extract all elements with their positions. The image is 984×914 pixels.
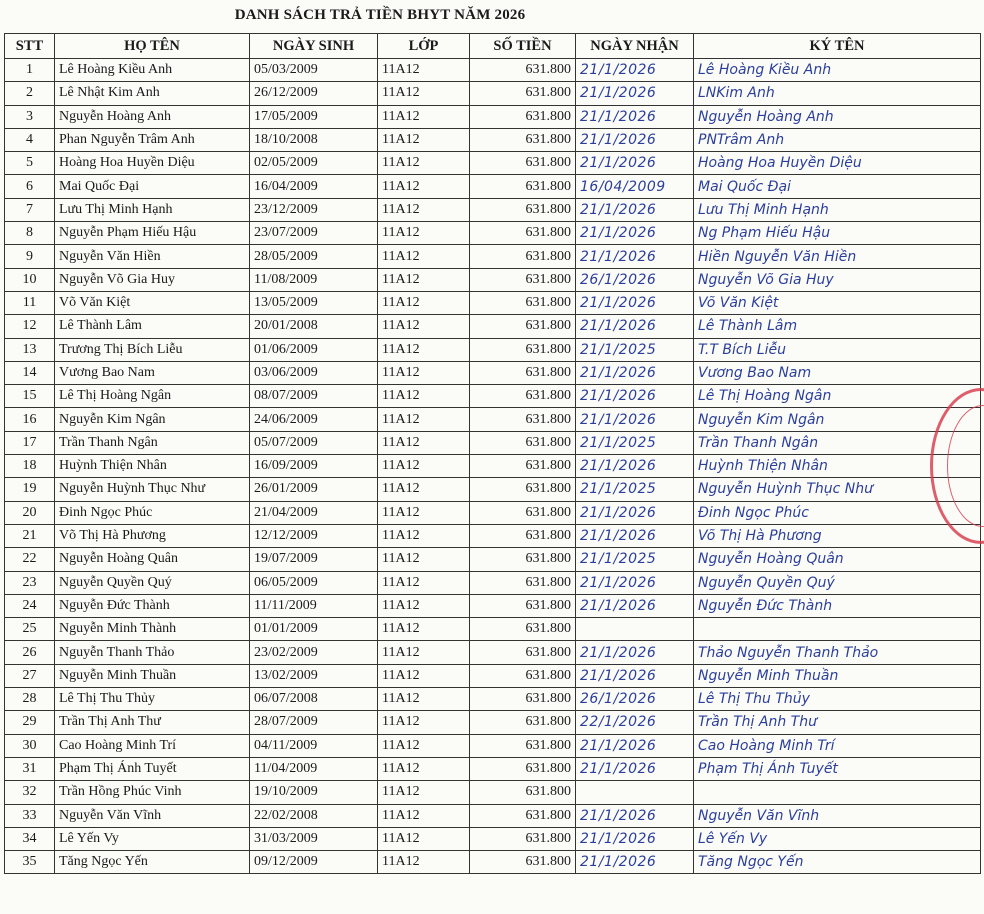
row-dob: 17/05/2009 xyxy=(250,105,378,128)
row-signature xyxy=(694,781,981,804)
row-signature: Võ Văn Kiệt xyxy=(694,291,981,314)
table-row xyxy=(5,594,981,617)
table-row xyxy=(5,128,981,151)
row-stt: 35 xyxy=(5,851,55,874)
row-amount: 631.800 xyxy=(470,571,576,594)
table-body xyxy=(5,59,981,874)
document-title: DANH SÁCH TRẢ TIỀN BHYT NĂM 2026 xyxy=(234,7,526,23)
table-row xyxy=(5,688,981,711)
row-received-date: 21/1/2026 xyxy=(576,198,694,221)
row-class: 11A12 xyxy=(378,152,470,175)
row-amount: 631.800 xyxy=(470,618,576,641)
row-stt: 31 xyxy=(5,757,55,780)
header-class: LỚP xyxy=(378,34,470,59)
row-stt: 34 xyxy=(5,827,55,850)
row-class: 11A12 xyxy=(378,781,470,804)
table-row xyxy=(5,711,981,734)
row-received-date: 21/1/2025 xyxy=(576,478,694,501)
row-class: 11A12 xyxy=(378,594,470,617)
row-class: 11A12 xyxy=(378,641,470,664)
row-stt: 5 xyxy=(5,152,55,175)
row-signature: Thảo Nguyễn Thanh Thảo xyxy=(694,641,981,664)
row-dob: 01/06/2009 xyxy=(250,338,378,361)
row-stt: 33 xyxy=(5,804,55,827)
header-signature: KÝ TÊN xyxy=(694,34,981,59)
row-signature: Lê Yến Vy xyxy=(694,827,981,850)
row-name: Võ Văn Kiệt xyxy=(55,291,250,314)
row-dob: 18/10/2008 xyxy=(250,128,378,151)
row-signature: Lê Hoàng Kiều Anh xyxy=(694,59,981,82)
row-class: 11A12 xyxy=(378,711,470,734)
row-signature: Ng Phạm Hiếu Hậu xyxy=(694,222,981,245)
row-class: 11A12 xyxy=(378,198,470,221)
row-amount: 631.800 xyxy=(470,641,576,664)
row-signature: PNTrâm Anh xyxy=(694,128,981,151)
row-signature: Cao Hoàng Minh Trí xyxy=(694,734,981,757)
row-received-date: 21/1/2026 xyxy=(576,851,694,874)
row-signature: Đinh Ngọc Phúc xyxy=(694,501,981,524)
table-row xyxy=(5,105,981,128)
row-amount: 631.800 xyxy=(470,59,576,82)
row-class: 11A12 xyxy=(378,548,470,571)
row-name: Nguyễn Văn Vĩnh xyxy=(55,804,250,827)
row-stt: 10 xyxy=(5,268,55,291)
row-signature: Vương Bao Nam xyxy=(694,361,981,384)
row-name: Lưu Thị Minh Hạnh xyxy=(55,198,250,221)
row-stt: 4 xyxy=(5,128,55,151)
row-name: Lê Thành Lâm xyxy=(55,315,250,338)
row-received-date: 21/1/2025 xyxy=(576,338,694,361)
row-received-date: 21/1/2026 xyxy=(576,245,694,268)
row-name: Nguyễn Phạm Hiếu Hậu xyxy=(55,222,250,245)
row-stt: 12 xyxy=(5,315,55,338)
table-row xyxy=(5,571,981,594)
row-name: Đinh Ngọc Phúc xyxy=(55,501,250,524)
row-received-date: 21/1/2026 xyxy=(576,315,694,338)
row-amount: 631.800 xyxy=(470,385,576,408)
row-name: Võ Thị Hà Phương xyxy=(55,524,250,547)
row-amount: 631.800 xyxy=(470,175,576,198)
row-received-date: 26/1/2026 xyxy=(576,268,694,291)
row-class: 11A12 xyxy=(378,618,470,641)
row-amount: 631.800 xyxy=(470,105,576,128)
row-stt: 15 xyxy=(5,385,55,408)
table-row xyxy=(5,478,981,501)
row-name: Mai Quốc Đại xyxy=(55,175,250,198)
row-signature: Tăng Ngọc Yến xyxy=(694,851,981,874)
row-dob: 23/02/2009 xyxy=(250,641,378,664)
row-stt: 24 xyxy=(5,594,55,617)
row-signature xyxy=(694,618,981,641)
row-signature: Trần Thị Anh Thư xyxy=(694,711,981,734)
header-dob: NGÀY SINH xyxy=(250,34,378,59)
row-signature: Nguyễn Quyền Quý xyxy=(694,571,981,594)
row-dob: 06/05/2009 xyxy=(250,571,378,594)
table-row xyxy=(5,455,981,478)
table-row xyxy=(5,268,981,291)
row-received-date: 21/1/2025 xyxy=(576,431,694,454)
row-stt: 2 xyxy=(5,82,55,105)
row-signature: T.T Bích Liễu xyxy=(694,338,981,361)
row-amount: 631.800 xyxy=(470,524,576,547)
row-received-date: 21/1/2026 xyxy=(576,641,694,664)
row-class: 11A12 xyxy=(378,851,470,874)
table-header-row xyxy=(5,34,981,59)
row-amount: 631.800 xyxy=(470,291,576,314)
row-signature: Nguyễn Huỳnh Thục Như xyxy=(694,478,981,501)
row-dob: 20/01/2008 xyxy=(250,315,378,338)
row-name: Lê Nhật Kim Anh xyxy=(55,82,250,105)
row-stt: 3 xyxy=(5,105,55,128)
row-stt: 20 xyxy=(5,501,55,524)
row-stt: 8 xyxy=(5,222,55,245)
row-stt: 22 xyxy=(5,548,55,571)
row-class: 11A12 xyxy=(378,804,470,827)
row-received-date xyxy=(576,618,694,641)
row-class: 11A12 xyxy=(378,524,470,547)
table-row xyxy=(5,618,981,641)
row-stt: 18 xyxy=(5,455,55,478)
row-class: 11A12 xyxy=(378,59,470,82)
row-signature: Nguyễn Võ Gia Huy xyxy=(694,268,981,291)
row-dob: 24/06/2009 xyxy=(250,408,378,431)
row-stt: 6 xyxy=(5,175,55,198)
row-dob: 21/04/2009 xyxy=(250,501,378,524)
row-class: 11A12 xyxy=(378,105,470,128)
row-class: 11A12 xyxy=(378,315,470,338)
header-stt: STT xyxy=(5,34,55,59)
row-stt: 7 xyxy=(5,198,55,221)
row-amount: 631.800 xyxy=(470,268,576,291)
table-row xyxy=(5,385,981,408)
row-class: 11A12 xyxy=(378,431,470,454)
table-row xyxy=(5,82,981,105)
row-dob: 23/12/2009 xyxy=(250,198,378,221)
row-signature: Lê Thị Hoàng Ngân xyxy=(694,385,981,408)
table-row xyxy=(5,827,981,850)
row-name: Lê Hoàng Kiều Anh xyxy=(55,59,250,82)
row-name: Phan Nguyễn Trâm Anh xyxy=(55,128,250,151)
row-name: Nguyễn Minh Thành xyxy=(55,618,250,641)
row-name: Hoàng Hoa Huyền Diệu xyxy=(55,152,250,175)
row-amount: 631.800 xyxy=(470,222,576,245)
row-amount: 631.800 xyxy=(470,338,576,361)
table-row xyxy=(5,152,981,175)
row-stt: 19 xyxy=(5,478,55,501)
header-name: HỌ TÊN xyxy=(55,34,250,59)
row-class: 11A12 xyxy=(378,245,470,268)
row-dob: 06/07/2008 xyxy=(250,688,378,711)
row-stt: 21 xyxy=(5,524,55,547)
row-stt: 11 xyxy=(5,291,55,314)
table-row xyxy=(5,245,981,268)
row-stt: 28 xyxy=(5,688,55,711)
table-row xyxy=(5,431,981,454)
table-row xyxy=(5,361,981,384)
row-received-date: 21/1/2026 xyxy=(576,152,694,175)
row-received-date: 21/1/2026 xyxy=(576,291,694,314)
row-class: 11A12 xyxy=(378,268,470,291)
table-row xyxy=(5,524,981,547)
row-class: 11A12 xyxy=(378,571,470,594)
row-class: 11A12 xyxy=(378,291,470,314)
row-stt: 9 xyxy=(5,245,55,268)
row-signature: Nguyễn Đức Thành xyxy=(694,594,981,617)
row-amount: 631.800 xyxy=(470,804,576,827)
row-amount: 631.800 xyxy=(470,478,576,501)
row-dob: 28/07/2009 xyxy=(250,711,378,734)
row-dob: 16/09/2009 xyxy=(250,455,378,478)
row-class: 11A12 xyxy=(378,501,470,524)
row-class: 11A12 xyxy=(378,408,470,431)
row-dob: 01/01/2009 xyxy=(250,618,378,641)
row-received-date: 21/1/2026 xyxy=(576,664,694,687)
row-amount: 631.800 xyxy=(470,128,576,151)
row-received-date: 21/1/2026 xyxy=(576,501,694,524)
row-dob: 19/10/2009 xyxy=(250,781,378,804)
row-received-date: 21/1/2026 xyxy=(576,128,694,151)
row-name: Trần Thanh Ngân xyxy=(55,431,250,454)
row-signature: Lê Thành Lâm xyxy=(694,315,981,338)
row-signature: Nguyễn Hoàng Quân xyxy=(694,548,981,571)
row-dob: 22/02/2008 xyxy=(250,804,378,827)
row-stt: 23 xyxy=(5,571,55,594)
row-received-date: 21/1/2026 xyxy=(576,594,694,617)
row-received-date: 21/1/2026 xyxy=(576,455,694,478)
row-amount: 631.800 xyxy=(470,408,576,431)
table-row xyxy=(5,501,981,524)
row-class: 11A12 xyxy=(378,757,470,780)
table-row xyxy=(5,59,981,82)
row-received-date: 21/1/2026 xyxy=(576,222,694,245)
row-name: Nguyễn Hoàng Quân xyxy=(55,548,250,571)
row-dob: 04/11/2009 xyxy=(250,734,378,757)
row-name: Lê Yến Vy xyxy=(55,827,250,850)
row-amount: 631.800 xyxy=(470,594,576,617)
row-signature: Nguyễn Hoàng Anh xyxy=(694,105,981,128)
row-stt: 29 xyxy=(5,711,55,734)
row-dob: 16/04/2009 xyxy=(250,175,378,198)
table-row xyxy=(5,175,981,198)
row-dob: 03/06/2009 xyxy=(250,361,378,384)
header-amount: SỐ TIỀN xyxy=(470,34,576,59)
row-name: Nguyễn Thanh Thảo xyxy=(55,641,250,664)
row-name: Nguyễn Huỳnh Thục Như xyxy=(55,478,250,501)
row-name: Nguyễn Minh Thuần xyxy=(55,664,250,687)
row-amount: 631.800 xyxy=(470,664,576,687)
row-signature: Lưu Thị Minh Hạnh xyxy=(694,198,981,221)
row-signature: Nguyễn Minh Thuần xyxy=(694,664,981,687)
row-name: Lê Thị Hoàng Ngân xyxy=(55,385,250,408)
table-row xyxy=(5,851,981,874)
row-class: 11A12 xyxy=(378,664,470,687)
row-class: 11A12 xyxy=(378,385,470,408)
row-amount: 631.800 xyxy=(470,711,576,734)
row-class: 11A12 xyxy=(378,338,470,361)
row-signature: Huỳnh Thiện Nhân xyxy=(694,455,981,478)
row-dob: 26/01/2009 xyxy=(250,478,378,501)
row-dob: 13/02/2009 xyxy=(250,664,378,687)
row-stt: 30 xyxy=(5,734,55,757)
row-dob: 12/12/2009 xyxy=(250,524,378,547)
row-amount: 631.800 xyxy=(470,152,576,175)
row-signature: Lê Thị Thu Thủy xyxy=(694,688,981,711)
row-received-date: 22/1/2026 xyxy=(576,711,694,734)
row-name: Huỳnh Thiện Nhân xyxy=(55,455,250,478)
row-signature: Nguyễn Kim Ngân xyxy=(694,408,981,431)
row-received-date: 16/04/2009 xyxy=(576,175,694,198)
row-stt: 25 xyxy=(5,618,55,641)
row-stt: 13 xyxy=(5,338,55,361)
row-name: Nguyễn Võ Gia Huy xyxy=(55,268,250,291)
row-name: Cao Hoàng Minh Trí xyxy=(55,734,250,757)
row-amount: 631.800 xyxy=(470,827,576,850)
row-amount: 631.800 xyxy=(470,455,576,478)
row-amount: 631.800 xyxy=(470,548,576,571)
row-received-date: 21/1/2026 xyxy=(576,82,694,105)
row-received-date xyxy=(576,781,694,804)
row-amount: 631.800 xyxy=(470,688,576,711)
red-seal-inner-ring xyxy=(947,405,984,527)
row-signature: Hiền Nguyễn Văn Hiền xyxy=(694,245,981,268)
row-dob: 23/07/2009 xyxy=(250,222,378,245)
table-row xyxy=(5,548,981,571)
row-received-date: 21/1/2026 xyxy=(576,827,694,850)
row-name: Lê Thị Thu Thủy xyxy=(55,688,250,711)
row-amount: 631.800 xyxy=(470,781,576,804)
row-class: 11A12 xyxy=(378,222,470,245)
row-amount: 631.800 xyxy=(470,361,576,384)
row-signature: Hoàng Hoa Huyền Diệu xyxy=(694,152,981,175)
header-received: NGÀY NHẬN xyxy=(576,34,694,59)
row-class: 11A12 xyxy=(378,175,470,198)
row-signature: Phạm Thị Ánh Tuyết xyxy=(694,757,981,780)
table-row xyxy=(5,315,981,338)
row-dob: 28/05/2009 xyxy=(250,245,378,268)
table-row xyxy=(5,734,981,757)
table-row xyxy=(5,198,981,221)
row-received-date: 21/1/2026 xyxy=(576,105,694,128)
row-name: Trần Hồng Phúc Vinh xyxy=(55,781,250,804)
row-received-date: 21/1/2026 xyxy=(576,757,694,780)
row-received-date: 21/1/2026 xyxy=(576,408,694,431)
row-class: 11A12 xyxy=(378,734,470,757)
row-dob: 31/03/2009 xyxy=(250,827,378,850)
row-received-date: 21/1/2025 xyxy=(576,548,694,571)
row-signature: Mai Quốc Đại xyxy=(694,175,981,198)
row-stt: 1 xyxy=(5,59,55,82)
row-dob: 11/04/2009 xyxy=(250,757,378,780)
row-class: 11A12 xyxy=(378,128,470,151)
table-row xyxy=(5,804,981,827)
row-class: 11A12 xyxy=(378,827,470,850)
row-amount: 631.800 xyxy=(470,315,576,338)
table-row xyxy=(5,757,981,780)
row-name: Nguyễn Hoàng Anh xyxy=(55,105,250,128)
row-stt: 26 xyxy=(5,641,55,664)
row-dob: 19/07/2009 xyxy=(250,548,378,571)
row-name: Trương Thị Bích Liễu xyxy=(55,338,250,361)
table-row xyxy=(5,408,981,431)
row-received-date: 21/1/2026 xyxy=(576,804,694,827)
table-row xyxy=(5,291,981,314)
row-class: 11A12 xyxy=(378,455,470,478)
table-row xyxy=(5,338,981,361)
row-name: Phạm Thị Ánh Tuyết xyxy=(55,757,250,780)
row-received-date: 21/1/2026 xyxy=(576,361,694,384)
row-amount: 631.800 xyxy=(470,245,576,268)
row-received-date: 21/1/2026 xyxy=(576,385,694,408)
row-name: Nguyễn Quyền Quý xyxy=(55,571,250,594)
row-stt: 14 xyxy=(5,361,55,384)
row-amount: 631.800 xyxy=(470,757,576,780)
row-received-date: 26/1/2026 xyxy=(576,688,694,711)
row-received-date: 21/1/2026 xyxy=(576,59,694,82)
row-name: Nguyễn Kim Ngân xyxy=(55,408,250,431)
row-signature: LNKim Anh xyxy=(694,82,981,105)
row-received-date: 21/1/2026 xyxy=(576,734,694,757)
table-row xyxy=(5,222,981,245)
row-dob: 05/03/2009 xyxy=(250,59,378,82)
row-name: Vương Bao Nam xyxy=(55,361,250,384)
row-received-date: 21/1/2026 xyxy=(576,524,694,547)
payment-table xyxy=(4,33,981,874)
row-received-date: 21/1/2026 xyxy=(576,571,694,594)
row-stt: 32 xyxy=(5,781,55,804)
row-class: 11A12 xyxy=(378,688,470,711)
row-class: 11A12 xyxy=(378,82,470,105)
row-amount: 631.800 xyxy=(470,431,576,454)
row-dob: 13/05/2009 xyxy=(250,291,378,314)
row-name: Tăng Ngọc Yến xyxy=(55,851,250,874)
row-amount: 631.800 xyxy=(470,851,576,874)
table-row xyxy=(5,641,981,664)
row-amount: 631.800 xyxy=(470,734,576,757)
row-dob: 09/12/2009 xyxy=(250,851,378,874)
row-dob: 11/08/2009 xyxy=(250,268,378,291)
row-amount: 631.800 xyxy=(470,82,576,105)
row-signature: Nguyễn Văn Vĩnh xyxy=(694,804,981,827)
row-stt: 16 xyxy=(5,408,55,431)
row-stt: 17 xyxy=(5,431,55,454)
row-name: Nguyễn Văn Hiền xyxy=(55,245,250,268)
row-name: Trần Thị Anh Thư xyxy=(55,711,250,734)
row-class: 11A12 xyxy=(378,361,470,384)
row-signature: Võ Thị Hà Phương xyxy=(694,524,981,547)
row-dob: 02/05/2009 xyxy=(250,152,378,175)
row-amount: 631.800 xyxy=(470,198,576,221)
row-stt: 27 xyxy=(5,664,55,687)
table-row xyxy=(5,781,981,804)
row-signature: Trần Thanh Ngân xyxy=(694,431,981,454)
table-row xyxy=(5,664,981,687)
row-dob: 11/11/2009 xyxy=(250,594,378,617)
row-dob: 05/07/2009 xyxy=(250,431,378,454)
row-dob: 26/12/2009 xyxy=(250,82,378,105)
row-name: Nguyễn Đức Thành xyxy=(55,594,250,617)
row-amount: 631.800 xyxy=(470,501,576,524)
row-class: 11A12 xyxy=(378,478,470,501)
row-dob: 08/07/2009 xyxy=(250,385,378,408)
